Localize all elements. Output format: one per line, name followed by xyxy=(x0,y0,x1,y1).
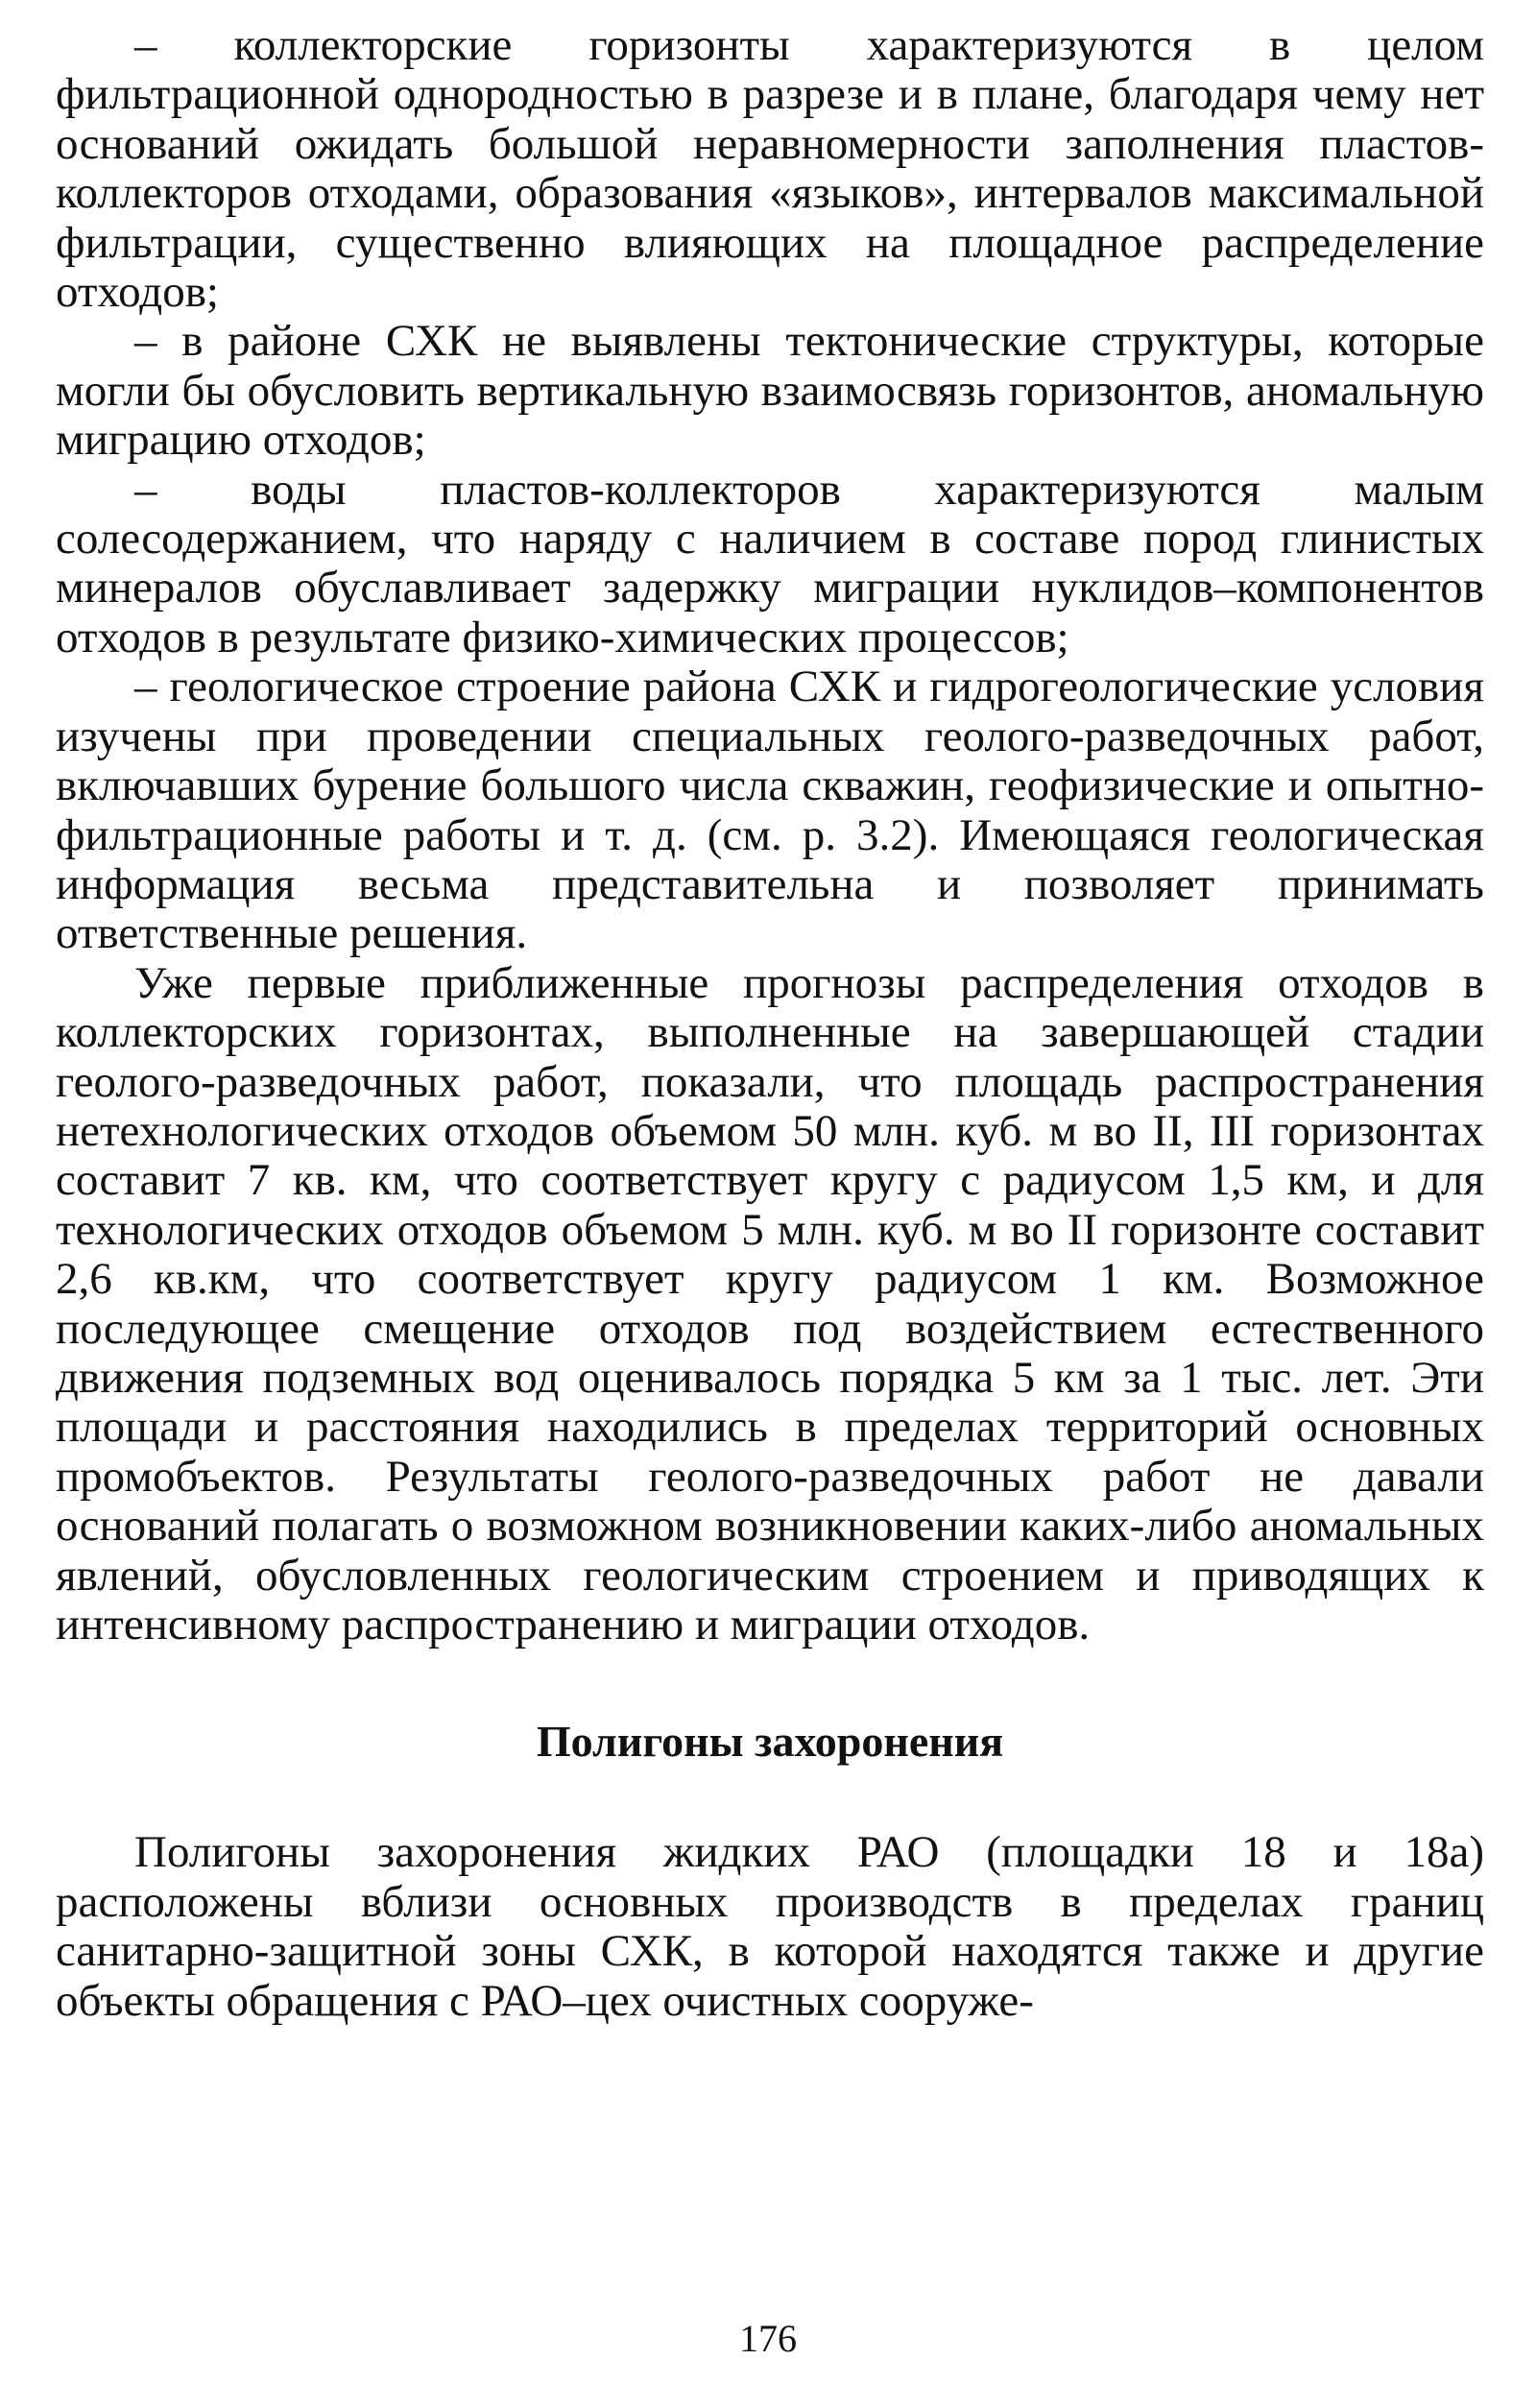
paragraph-water-salinity: – воды пластов-коллекторов характеризуются малым солесодержанием, что наряду с наличием в составе пород глинистых минералов обуславливает задержку миграции нуклидов–компонентов отходов в результате физико-химических процессов; xyxy=(56,464,1484,662)
paragraph-disposal-sites: Полигоны захоронения жидких РАО (площадки 18 и 18а) расположены вблизи основных производств в пределах границ санитарно-защитной зоны СХК, в которой находятся также и другие объекты обращения с РАО–цех очистных сооруже- xyxy=(56,1827,1484,2026)
paragraph-first-forecasts: Уже первые приближенные прогнозы распределения отходов в коллекторских горизонтах, выполненные на завершающей стадии геолого-разведочных работ, показали, что площадь распространения нетехнологических отходов объемом 50 млн. куб. м во II, III горизонтах составит 7 кв. км, что соответствует кругу с радиусом 1,5 км, и для технологических отходов объемом 5 млн. куб. м во II горизонте составит 2,6 кв.км, что соответствует кругу радиусом 1 км. Возможное последующее смещение отходов под воздействием естественного движения подземных вод оценивалось порядка 5 км за 1 тыс. лет. Эти площади и расстояния находились в пределах территорий основных промобъектов. Результаты геолого-разведочных работ не давали оснований полагать о возможном возникновении каких-либо аномальных явлений, обусловленных геологическим строением и приводящих к интенсивному распространению и миграции отходов. xyxy=(56,957,1484,1649)
section-heading: Полигоны захоронения xyxy=(536,1717,1004,1767)
paragraph-tectonic-structures: – в районе СХК не выявлены тектонические структуры, которые могли бы обусловить вертикальную взаимосвязь горизонтов, аномальную миграцию отходов; xyxy=(56,316,1484,466)
paragraph-geological-study: – геологическое строение района СХК и гидрогеологические условия изучены при проведении специальных геолого-разведочных работ, включавших бурение большого числа скважин, геофизические и опытно-фильтрационные работы и т. д. (см. р. 3.2). Имеющаяся геологическая информация весьма представительна и позволяет принимать ответственные решения. xyxy=(56,662,1484,959)
page-text xyxy=(56,21,1484,2026)
paragraph-collector-horizons: – коллекторские горизонты характеризуются в целом фильтрационной однородностью в разрезе и в плане, благодаря чему нет оснований ожидать большой неравномерности заполнения пластов-коллекторов отходами, образования «языков», интервалов максимальной фильтрации, существенно влияющих на площадное распределение отходов; xyxy=(56,20,1484,318)
page-number: 176 xyxy=(739,2317,797,2360)
